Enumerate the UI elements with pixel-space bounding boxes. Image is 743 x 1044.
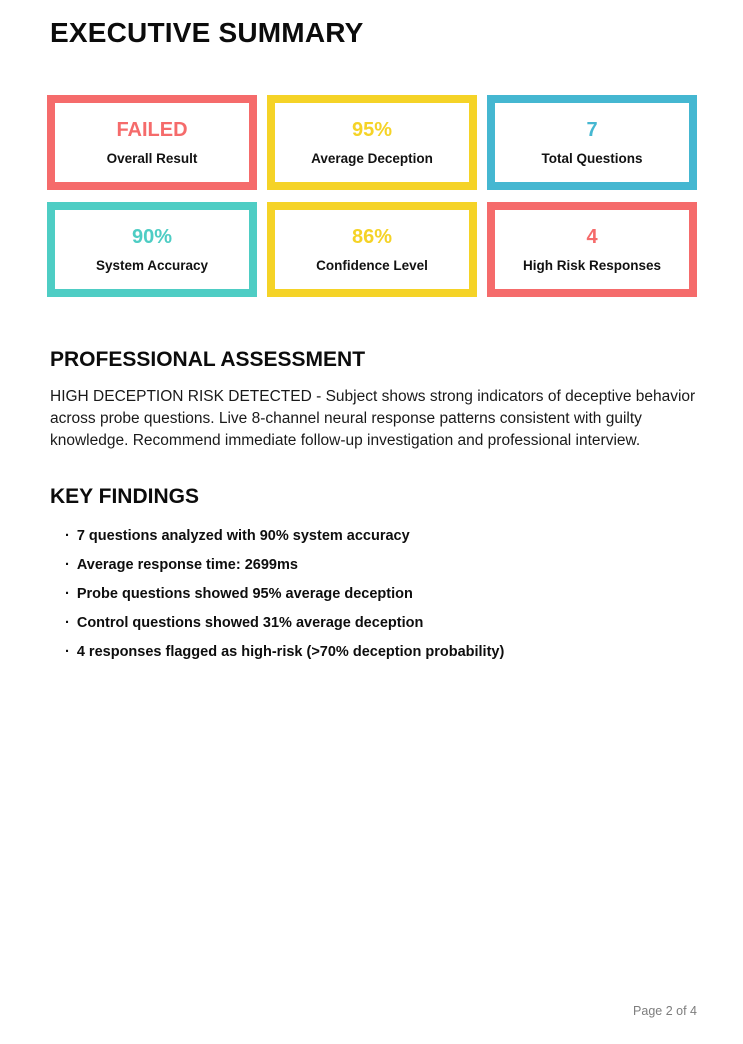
metric-card-confidence-level — [267, 202, 477, 297]
metric-card-average-deception — [267, 95, 477, 190]
metric-card-system-accuracy — [47, 202, 257, 297]
metric-label: Total Questions — [541, 150, 643, 166]
metric-value: 86% — [351, 225, 393, 248]
metric-value: 7 — [586, 118, 598, 141]
metric-label: Confidence Level — [316, 257, 428, 273]
key-finding-item: · 7 questions analyzed with 90% system accuracy — [65, 528, 697, 544]
page-number: Page 2 of 4 — [633, 1004, 697, 1018]
key-findings-heading: KEY FINDINGS — [50, 485, 199, 508]
metric-label: High Risk Responses — [522, 257, 662, 273]
metric-value: FAILED — [116, 118, 188, 141]
key-finding-item: · 4 responses flagged as high-risk (>70% deception probability) — [65, 644, 697, 660]
metric-label: Overall Result — [106, 150, 198, 166]
metric-card-overall-result — [47, 95, 257, 190]
professional-assessment-heading: PROFESSIONAL ASSESSMENT — [50, 348, 366, 371]
report-content — [0, 18, 743, 660]
metric-card-total-questions — [487, 95, 697, 190]
key-finding-item: · Probe questions showed 95% average deception — [65, 586, 697, 602]
metric-value: 95% — [351, 118, 393, 141]
metric-value: 90% — [131, 225, 173, 248]
metric-label: System Accuracy — [95, 257, 209, 273]
professional-assessment-body: HIGH DECEPTION RISK DETECTED - Subject shows strong indicators of deceptive behavior across probe questions. Live 8-channel neural response patterns consistent with guilty knowledge. Recommend immediate follow-up investigation and professional interview. — [50, 388, 696, 449]
key-finding-item: · Control questions showed 31% average deception — [65, 615, 697, 631]
metric-label: Average Deception — [311, 150, 433, 166]
metric-card-high-risk-responses — [487, 202, 697, 297]
metric-value: 4 — [586, 225, 598, 248]
key-findings-list — [50, 528, 697, 660]
page-title: EXECUTIVE SUMMARY — [50, 17, 364, 48]
metrics-grid — [47, 95, 697, 297]
key-finding-item: · Average response time: 2699ms — [65, 557, 697, 573]
